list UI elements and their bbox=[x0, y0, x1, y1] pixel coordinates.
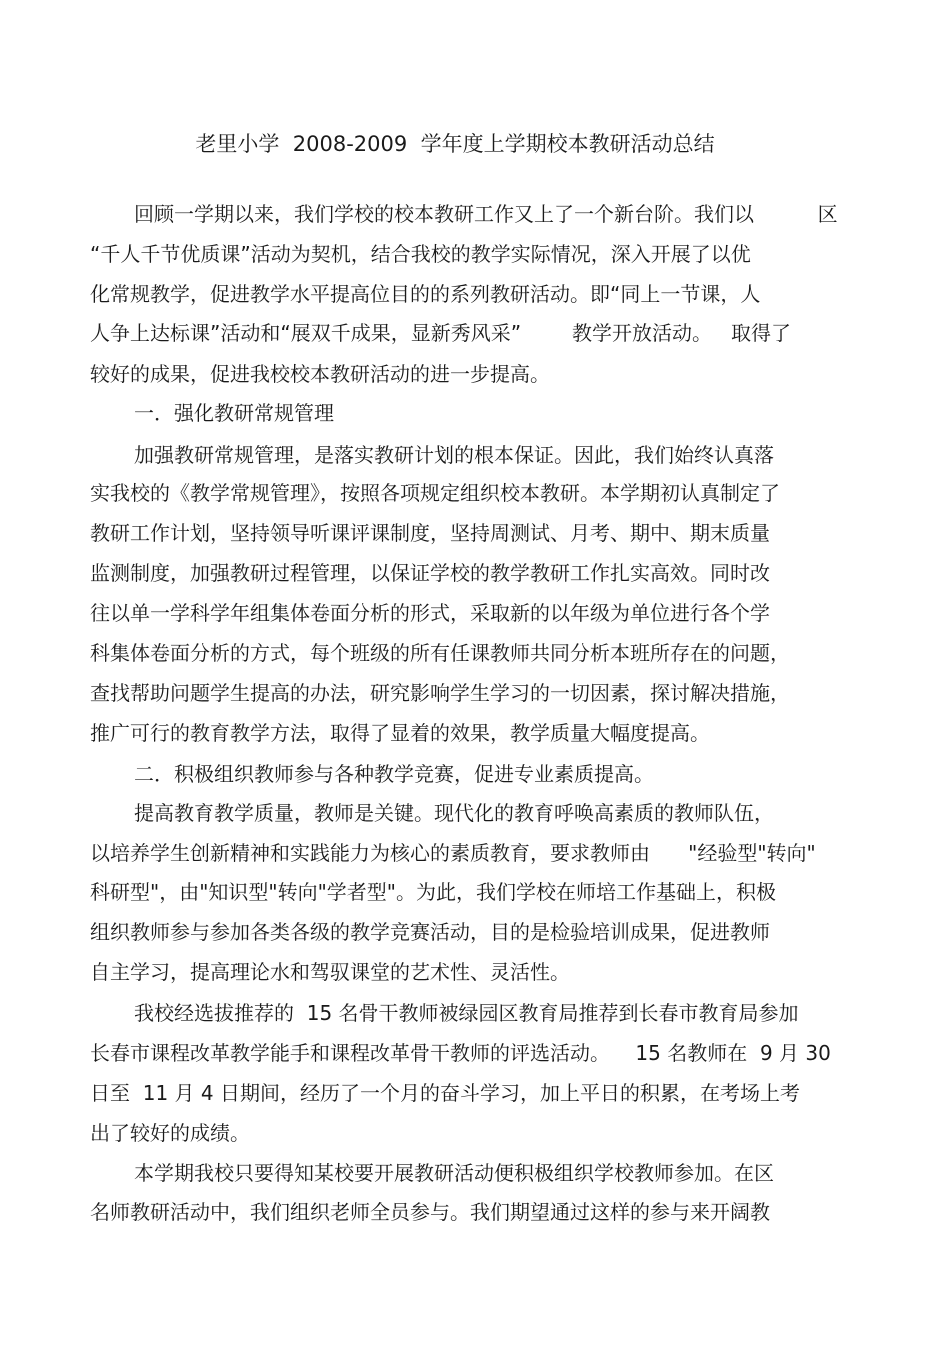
paragraph-line: 推广可行的教育教学方法，取得了显着的效果，教学质量大幅度提高。 bbox=[90, 721, 710, 745]
paragraph-line: 提高教育教学质量，教师是关键。现代化的教育呼唤高素质的教师队伍， bbox=[134, 801, 774, 825]
paragraph-line: 往以单一学科学年组集体卷面分析的形式，采取新的以年级为单位进行各个学 bbox=[90, 601, 770, 625]
paragraph-line: 较好的成果，促进我校校本教研活动的进一步提高。 bbox=[90, 362, 550, 386]
paragraph-line: 科集体卷面分析的方式，每个班级的所有任课教师共同分析本班所存在的问题， bbox=[90, 641, 790, 665]
paragraph-line: 监测制度，加强教研过程管理，以保证学校的教学教研工作扎实高效。同时改 bbox=[90, 561, 770, 585]
paragraph-line: 实我校的《教学常规管理》，按照各项规定组织校本教研。本学期初认真制定了 bbox=[90, 481, 780, 505]
paragraph-line: 回顾一学期以来，我们学校的校本教研工作又上了一个新台阶。我们以 区 bbox=[134, 202, 838, 226]
paragraph-line: 自主学习，提高理论水和驾驭课堂的艺术性、灵活性。 bbox=[90, 960, 570, 984]
section-heading: 一．强化教研常规管理 bbox=[134, 401, 334, 425]
paragraph-line: 科研型"，由"知识型"转向"学者型"。为此，我们学校在师培工作基础上，积极 bbox=[90, 880, 776, 904]
paragraph-line: 人争上达标课”活动和“展双千成果，显新秀风采” 教学开放活动。 取得了 bbox=[90, 321, 792, 345]
paragraph-line: 查找帮助问题学生提高的办法，研究影响学生学习的一切因素，探讨解决措施， bbox=[90, 681, 790, 705]
paragraph-line: “千人千节优质课”活动为契机，结合我校的教学实际情况，深入开展了以优 bbox=[90, 242, 751, 266]
paragraph-line: 组织教师参与参加各类各级的教学竞赛活动，目的是检验培训成果，促进教师 bbox=[90, 920, 770, 944]
paragraph-line: 本学期我校只要得知某校要开展教研活动便积极组织学校教师参加。在区 bbox=[134, 1161, 774, 1185]
paragraph-line: 名师教研活动中，我们组织老师全员参与。我们期望通过这样的参与来开阔教 bbox=[90, 1200, 770, 1224]
document-title: 老里小学 2008-2009 学年度上学期校本教研活动总结 bbox=[195, 132, 715, 156]
paragraph-line: 出了较好的成绩。 bbox=[90, 1121, 250, 1145]
paragraph-line: 日至 11 月 4 日期间，经历了一个月的奋斗学习，加上平日的积累，在考场上考 bbox=[90, 1081, 800, 1105]
paragraph-line: 化常规教学，促进教学水平提高位目的的系列教研活动。即“同上一节课，人 bbox=[90, 282, 761, 306]
paragraph-line: 教研工作计划，坚持领导听课评课制度，坚持周测试、月考、期中、期末质量 bbox=[90, 521, 770, 545]
paragraph-line: 以培养学生创新精神和实践能力为核心的素质教育，要求教师由 "经验型"转向" bbox=[90, 841, 816, 865]
paragraph-line: 加强教研常规管理，是落实教研计划的根本保证。因此，我们始终认真落 bbox=[134, 443, 774, 467]
section-heading: 二．积极组织教师参与各种教学竞赛，促进专业素质提高。 bbox=[134, 762, 654, 786]
paragraph-line: 长春市课程改革教学能手和课程改革骨干教师的评选活动。 15 名教师在 9 月 30 bbox=[90, 1041, 831, 1065]
paragraph-line: 我校经选拔推荐的 15 名骨干教师被绿园区教育局推荐到长春市教育局参加 bbox=[134, 1001, 799, 1025]
